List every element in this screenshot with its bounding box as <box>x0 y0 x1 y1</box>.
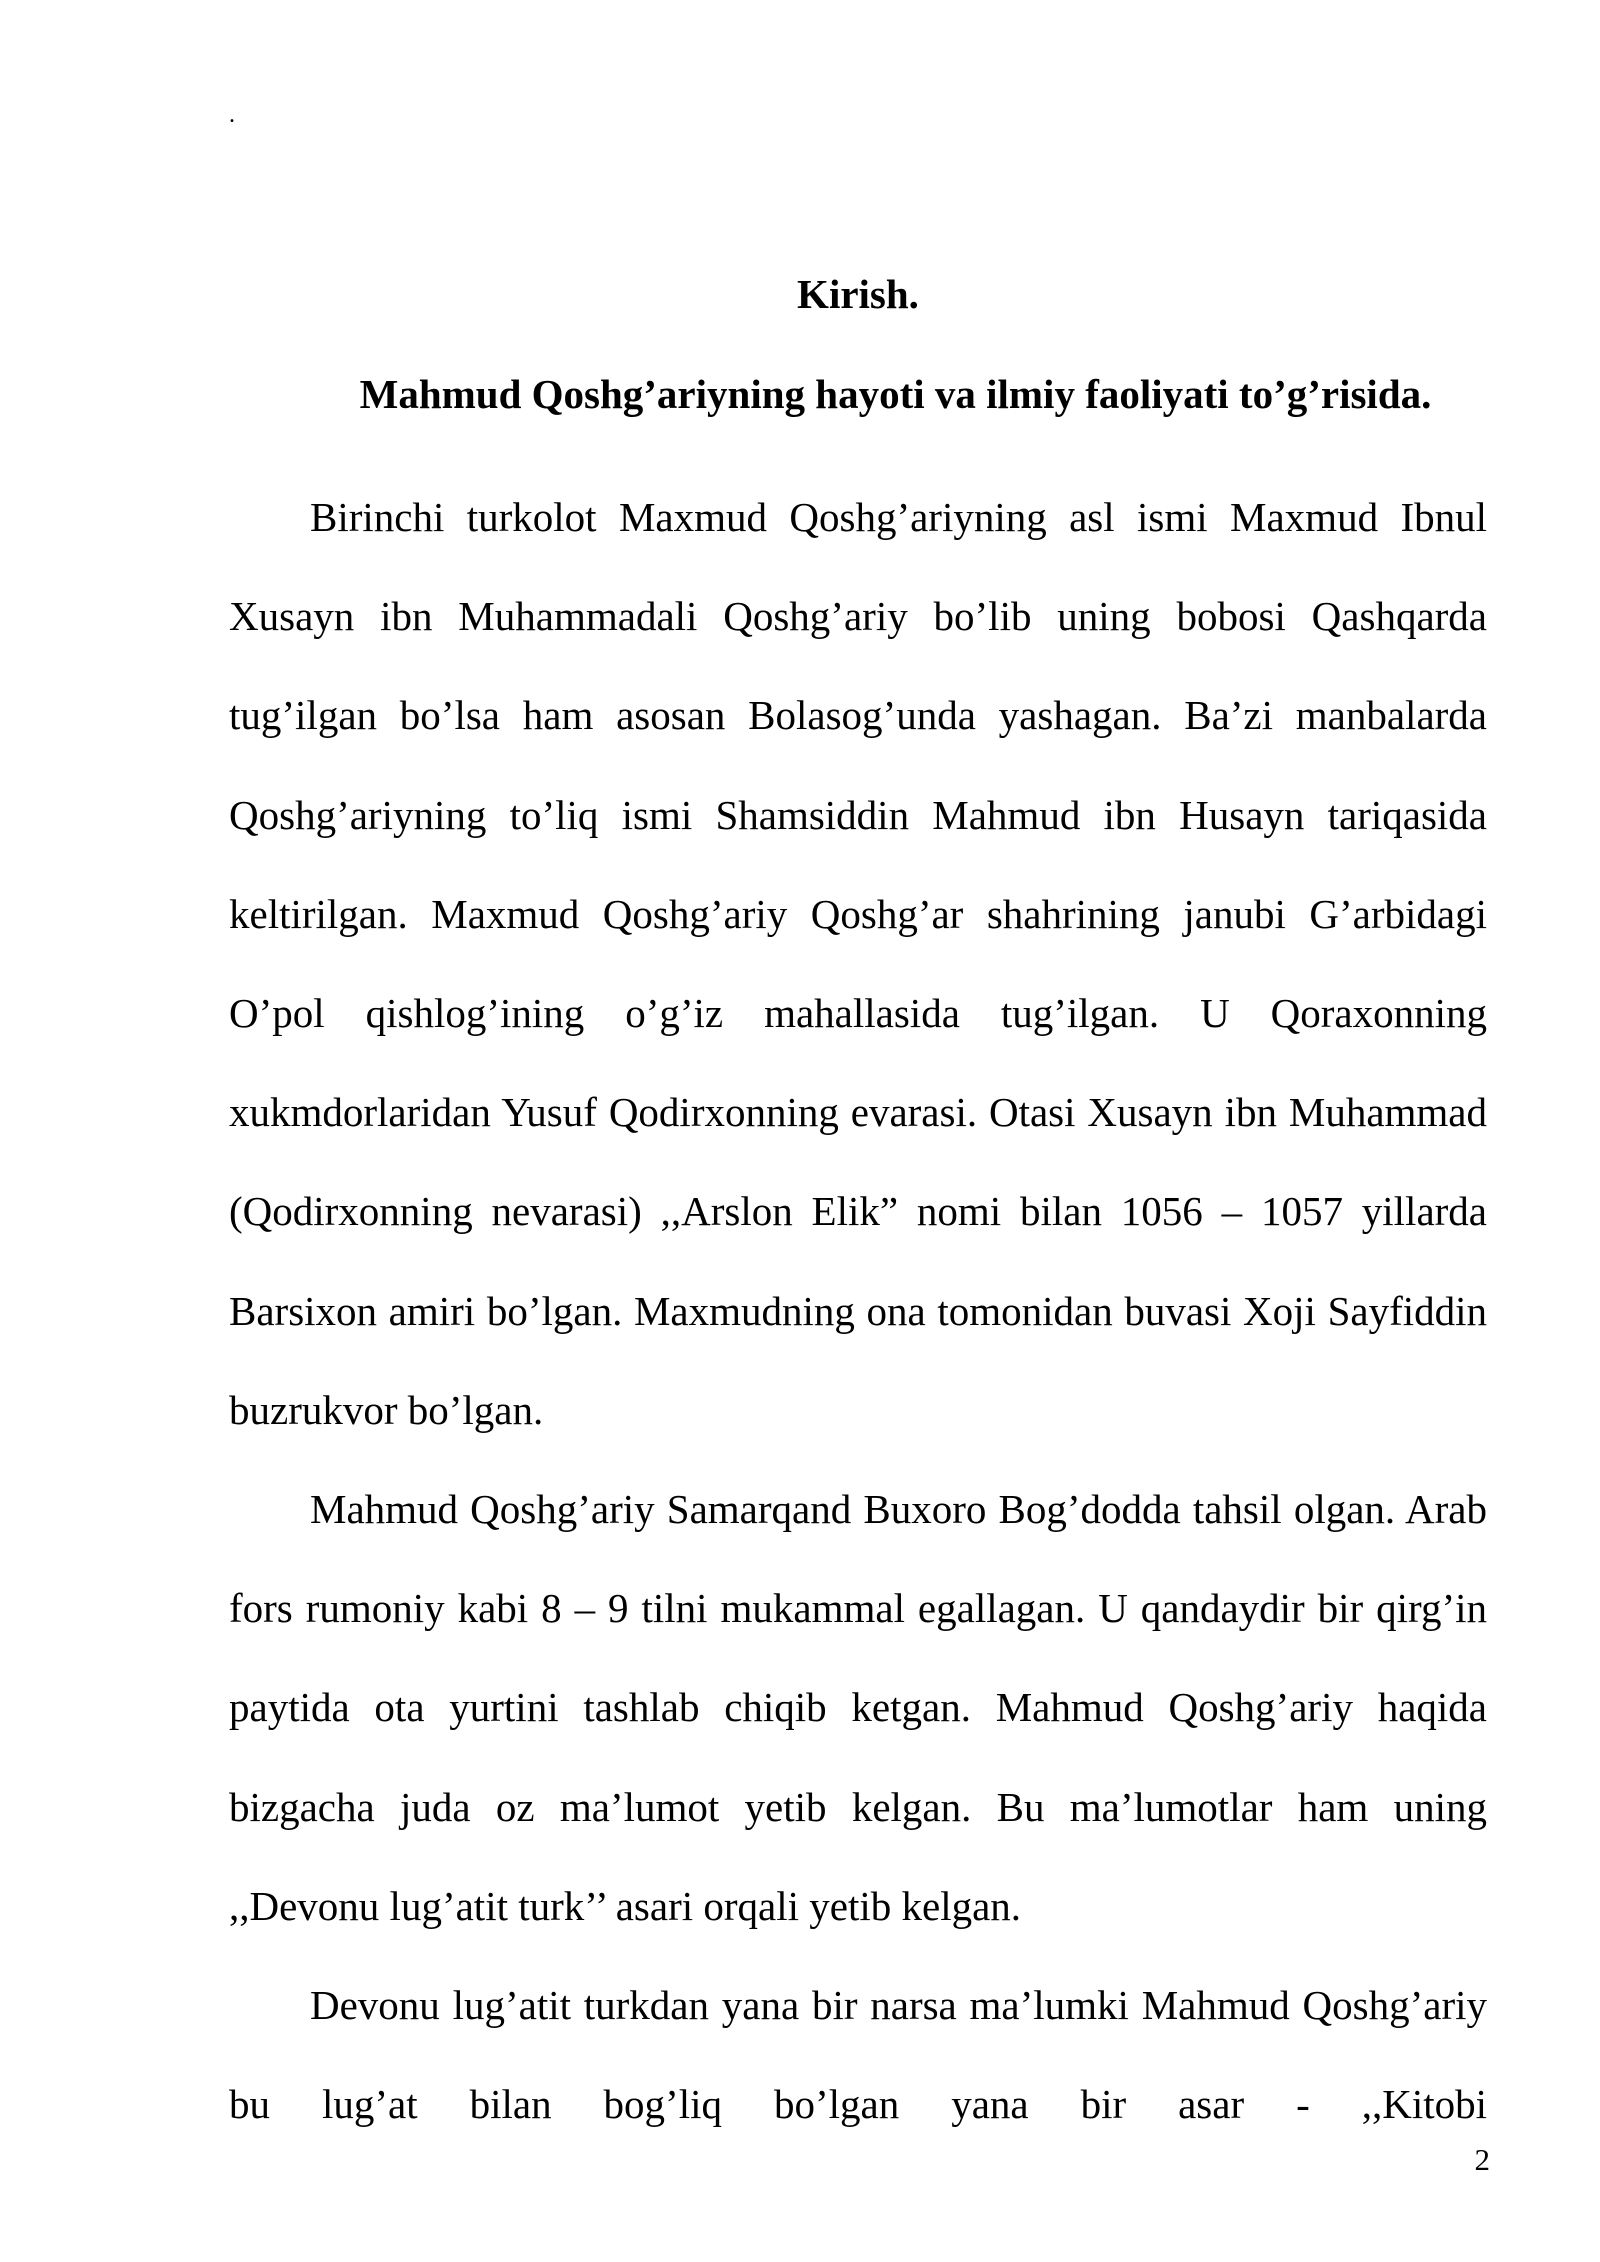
paragraph: Birinchi turkolot Maxmud Qoshg’ariyning asl ismi Maxmud Ibnul Xusayn ibn Muhammadali Qoshg’ariy bo’lib uning bobosi Qashqarda tug’ilgan bo’lsa ham asosan Bolasog’unda yashagan. Ba’zi manbalarda Qoshg’ariyning to’liq ismi Shamsiddin Mahmud ibn Husayn tariqasida keltirilgan. Maxmud Qoshg’ariy Qoshg’ar shahrining janubi G’arbidagi O’pol qishlog’ining o’g’iz mahallasida tug’ilgan. U Qoraxonning xukmdorlaridan Yusuf Qodirxonning evarasi. Otasi Xusayn ibn Muhammad (Qodirxonning nevarasi) ,,Arslon Elik” nomi bilan 1056 – 1057 yillarda Barsixon amiri bo’lgan. Maxmudning ona tomonidan buvasi Xoji Sayfiddin buzrukvor bo’lgan. <box>229 494 1487 1433</box>
page-number: 2 <box>1474 2142 1490 2177</box>
section-subtitle: Mahmud Qoshg’ariyning hayoti va ilmiy faoliyati to’g’risida. <box>359 371 1432 417</box>
paragraph: Devonu lug’atit turkdan yana bir narsa ma’lumki Mahmud Qoshg’ariy bu lug’at bilan bog’liq bo’lgan yana bir asar - ,,Kitobi <box>229 1982 1487 2128</box>
paragraph: Mahmud Qoshg’ariy Samarqand Buxoro Bog’dodda tahsil olgan. Arab fors rumoniy kabi 8 – 9 tilni mukammal egallagan. U qandaydir bir qirg’in paytida ota yurtini tashlab chiqib ketgan. Mahmud Qoshg’ariy haqida bizgacha juda oz ma’lumot yetib kelgan. Bu ma’lumotlar ham uning ,,Devonu lug’atit turk’’ asari orqali yetib kelgan. <box>229 1486 1487 1929</box>
top-mark: . <box>229 102 235 128</box>
body-text <box>229 468 1487 2154</box>
page-title: Kirish. <box>797 271 919 317</box>
